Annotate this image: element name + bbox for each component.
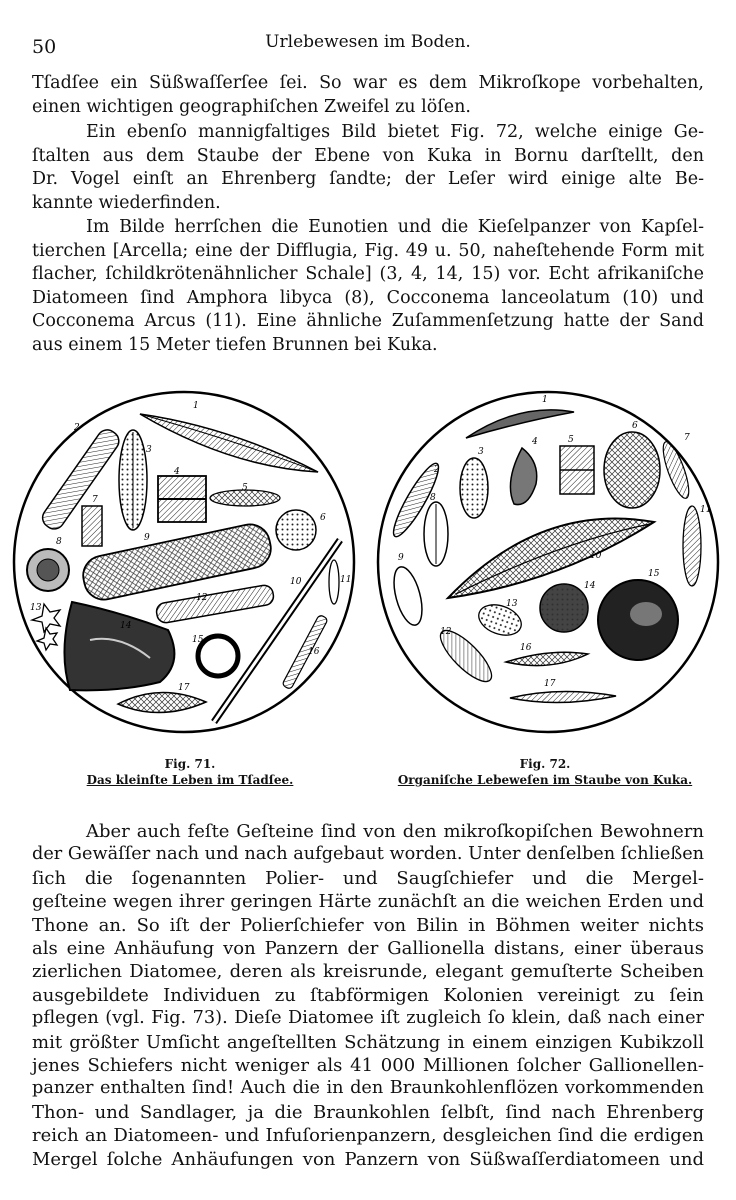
text-line: der Gewäſſer nach und nach aufgebaut worden. Unter denſelben ſchließen (32, 844, 705, 865)
fig71-label: 4 (174, 467, 180, 477)
fig72-label: 5 (568, 435, 574, 445)
fig72-label: 11 (700, 505, 712, 515)
text-line: Cocconema Arcus (11). Eine ähnliche Zuſammenſetzung hatte der Sand (32, 311, 704, 332)
fig72-label: 1 (542, 395, 548, 405)
fig71-label: 7 (92, 495, 98, 505)
text-line: flacher, ſchildkrötenähnlicher Schale] (3, 4, 14, 15) vor. Echt afrikaniſche (32, 264, 704, 285)
text-line: einen wichtigen geographiſchen Zweifel zu löſen. (32, 96, 471, 117)
text-line: pflegen (vgl. Fig. 73). Dieſe Diatomee iſt zugleich ſo klein, daß nach einer (32, 1008, 704, 1029)
fig71-label: 16 (308, 647, 320, 657)
text-line: Diatomeen ſind Amphora libyca (8), Cocconema lanceolatum (10) und (32, 287, 704, 308)
fig72-label: 8 (430, 493, 436, 503)
fig71-label: 13 (30, 603, 42, 613)
text-line: Tſadſee ein Süßwaſſerſee ſei. So war es dem Mikroſkope vorbehalten, (32, 73, 704, 93)
page-number: 50 (32, 36, 57, 58)
figure-caption-text: Organiſche Lebeweſen im Staube von Kuka. (397, 773, 693, 787)
text-line: Thon- und Sandlager, ja die Braunkohlen ſelbſt, ſind nach Ehrenberg (32, 1101, 704, 1123)
fig71-label: 17 (178, 683, 190, 693)
fig72-label: 16 (520, 643, 532, 653)
fig72-label: 17 (544, 679, 556, 689)
fig72-label: 14 (584, 581, 596, 591)
text-line: panzer enthalten ſind! Auch die in den Braunkohlenflözen vorkommenden (32, 1078, 704, 1099)
text-line: geſteine wegen ihrer geringen Härte zunächſt an die weichen Erden und (32, 891, 704, 913)
fig71-label: 6 (320, 513, 326, 523)
text-line: Thone an. So iſt der Polierſchiefer von Bilin in Böhmen weiter nichts (32, 914, 704, 936)
text-line: Im Bilde herrſchen die Eunotien und die Kieſelpanzer von Kapſel- (86, 217, 704, 237)
text-line: reich an Diatomeen- und Infuſorienpanzern, desgleichen ſind die erdigen (32, 1125, 704, 1147)
fig72-label: 2 (434, 465, 440, 475)
figure-plate (0, 372, 736, 752)
text-line: aus einem 15 Meter tiefen Brunnen bei Kuka. (32, 334, 438, 355)
fig72-label: 3 (478, 447, 484, 457)
fig72-label: 4 (532, 437, 538, 447)
specimen-7 (82, 506, 102, 546)
fig71-label: 10 (290, 577, 302, 587)
paragraph-4 (32, 820, 704, 1171)
text-line: als eine Anhäufung von Panzern der Gallionella distans, einer überaus (32, 938, 704, 960)
specimen-3 (460, 458, 488, 518)
specimen-8 (27, 549, 69, 591)
specimen-4 (158, 476, 206, 522)
page-header (32, 30, 704, 60)
running-head: Urlebewesen im Boden. (265, 32, 471, 52)
text-line: Ein ebenſo mannigfaltiges Bild bietet Fig. 72, welche einige Ge- (86, 122, 704, 142)
text-line: ausgebildete Individuen zu ſtabförmigen Kolonien vereinigt zu ſein (32, 984, 704, 1006)
fig72-label: 13 (506, 599, 518, 609)
fig72-circle (378, 392, 718, 732)
fig71-label: 3 (146, 445, 152, 455)
text-line: tierchen [Arcella; eine der Difflugia, Fig. 49 u. 50, naheſtehende Form mit (32, 240, 704, 261)
fig72-label: 12 (440, 627, 452, 637)
specimen-6 (604, 432, 660, 508)
fig72-label: 9 (398, 553, 404, 563)
specimen-6 (276, 510, 316, 550)
fig71-label: 14 (120, 621, 132, 631)
specimen-15 (598, 580, 678, 660)
fig71-circle (14, 392, 354, 732)
figure-72-caption (380, 756, 710, 788)
fig72-label: 15 (648, 569, 660, 579)
text-line: ſich die ſogenannten Polier- und Saugſchiefer und die Mergel- (32, 867, 704, 889)
text-line: ſtalten aus dem Staube der Ebene von Kuka in Bornu darſtellt, den (32, 145, 704, 166)
figure-number: Fig. 71. (164, 757, 216, 771)
figure-number: Fig. 72. (519, 757, 571, 771)
text-line: jenes Schiefers nicht weniger als 41 000 Millionen ſolcher Gallionellen- (32, 1055, 704, 1077)
text-line: Aber auch feſte Geſteine ſind von den mikroſkopiſchen Bewohnern (86, 821, 704, 842)
fig71-label: 8 (56, 537, 62, 547)
figure-71-caption (60, 756, 320, 788)
figure-caption-text: Das kleinſte Leben im Tſadſee. (86, 773, 294, 787)
fig71-label: 1 (193, 401, 199, 411)
fig71-label: 15 (192, 635, 204, 645)
microscope-illustrations (0, 372, 736, 752)
text-line: kannte wiederfinden. (32, 192, 221, 213)
text-line: mit größter Umſicht angeſtellten Schätzung in einem einzigen Kubikzoll (32, 1031, 704, 1053)
fig72-label: 7 (684, 433, 690, 443)
paragraph-2 (32, 121, 704, 215)
paragraph-1 (32, 72, 704, 119)
fig72-label: 10 (590, 551, 602, 561)
fig72-label: 6 (632, 421, 638, 431)
fig71-label: 12 (196, 593, 208, 603)
paragraph-3 (32, 216, 704, 358)
fig71-label: 11 (340, 575, 352, 585)
specimen-3 (119, 430, 147, 530)
specimen-8 (424, 502, 448, 566)
fig71-label: 2 (74, 423, 80, 433)
specimen-5 (560, 446, 594, 494)
specimen-11 (329, 560, 339, 604)
text-line: Dr. Vogel einſt an Ehrenberg ſandte; der Leſer wird einige alte Be- (32, 169, 704, 190)
specimen-15 (198, 636, 238, 676)
text-line: zierlichen Diatomee, deren als kreisrunde, elegant gemuſterte Scheiben (32, 961, 704, 983)
specimen-14 (540, 584, 588, 632)
fig71-label: 9 (144, 533, 150, 543)
specimen-11 (683, 506, 701, 586)
fig71-label: 5 (242, 483, 248, 493)
text-line: Mergel ſolche Anhäufungen von Panzern von Süßwaſſerdiatomeen und (32, 1148, 704, 1170)
